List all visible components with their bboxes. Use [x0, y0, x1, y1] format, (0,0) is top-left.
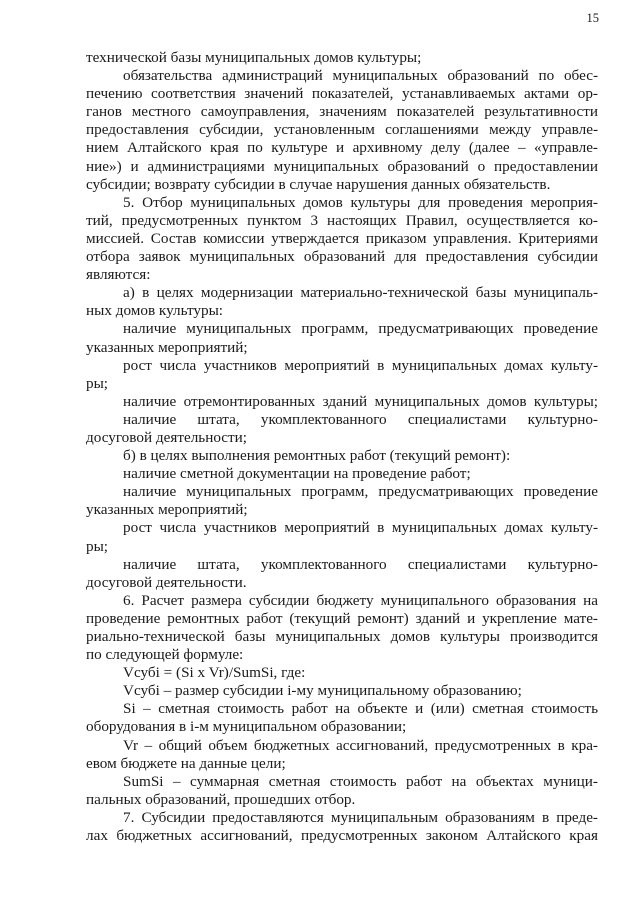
text-line: указанных мероприятий; — [86, 338, 248, 356]
text-line: печению соответствия значений показателей, устанавливаемых актами ор- — [86, 85, 598, 103]
text-line: отбора заявок муниципальных образований для предоставления субсидии — [86, 248, 598, 266]
text-line: рост числа участников мероприятий в муниципальных домах культу- — [123, 519, 598, 537]
text-line: нием Алтайского края по культуре и архивному делу (далее – «управле- — [86, 139, 598, 157]
text-line: технической базы муниципальных домов культуры; — [86, 49, 422, 66]
text-line: субсидии; возврату субсидии в случае нарушения данных обязательств. — [86, 175, 551, 193]
text-line: наличие муниципальных программ, предусматривающих проведение — [123, 320, 598, 338]
text-line: миссией. Состав комиссии утверждается приказом управления. Критериями — [86, 229, 598, 247]
text-line: лах бюджетных ассигнований, предусмотренных законом Алтайского края — [86, 827, 598, 845]
text-line: досуговой деятельности; — [86, 428, 248, 446]
text-line: по следующей формуле: — [86, 646, 244, 664]
text-line: являются: — [86, 266, 151, 284]
text-line: тий, предусмотренных пунктом 3 настоящих Правил, осуществляется ко- — [86, 211, 598, 229]
text-line: ных домов культуры: — [86, 302, 223, 320]
text-line: Vсубi = (Si x Vr)/SumSi, где: — [123, 664, 306, 682]
text-line: ние») и администрациями муниципальных образований о предоставлении — [86, 157, 598, 175]
text-line: указанных мероприятий; — [86, 501, 248, 519]
text-line: 5. Отбор муниципальных домов культуры для проведения мероприя- — [123, 193, 598, 211]
text-line: обязательства администраций муниципальных образований по обес- — [123, 67, 598, 85]
text-line: Vсубi – размер субсидии i-му муниципальному образованию; — [123, 682, 522, 700]
text-line: проведение ремонтных работ (текущий ремонт) зданий и укрепление мате- — [86, 609, 598, 627]
text-line: 7. Субсидии предоставляются муниципальным образованиям в преде- — [123, 808, 598, 826]
page-number: 15 — [586, 11, 599, 25]
text-line: 6. Расчет размера субсидии бюджету муниципального образования на — [123, 591, 598, 609]
text-line: ры; — [86, 537, 109, 555]
text-line: евом бюджете на данные цели; — [86, 754, 286, 772]
text-line: наличие муниципальных программ, предусматривающих проведение — [123, 483, 598, 501]
text-line: наличие отремонтированных зданий муниципальных домов культуры; — [123, 392, 598, 410]
text-line: Vr – общий объем бюджетных ассигнований, предусмотренных в кра- — [123, 736, 598, 754]
document-body — [86, 49, 598, 845]
text-line: оборудования в i-м муниципальном образовании; — [86, 718, 407, 736]
text-line: наличие штата, укомплектованного специалистами культурно- — [123, 410, 598, 428]
text-line: наличие сметной документации на проведение работ; — [123, 465, 471, 483]
text-line: наличие штата, укомплектованного специалистами культурно- — [123, 555, 598, 573]
text-line: досуговой деятельности. — [86, 573, 247, 591]
text-line: пальных образований, прошедших отбор. — [86, 790, 356, 808]
text-line: предоставления субсидии, установленным соглашениями между управле- — [86, 121, 598, 139]
text-line: ганов местного самоуправления, значениям показателей результативности — [86, 103, 598, 121]
text-line: Si – сметная стоимость работ на объекте и (или) сметная стоимость — [123, 700, 598, 718]
text-line: риально-технической базы муниципальных домов культуры производится — [86, 628, 598, 645]
text-line: SumSi – суммарная сметная стоимость работ на объектах муници- — [123, 772, 598, 790]
text-line: ры; — [86, 374, 109, 392]
text-line: б) в целях выполнения ремонтных работ (текущий ремонт): — [123, 447, 511, 465]
text-line: а) в целях модернизации материально-технической базы муниципаль- — [123, 284, 598, 302]
text-line: рост числа участников мероприятий в муниципальных домах культу- — [123, 356, 598, 374]
